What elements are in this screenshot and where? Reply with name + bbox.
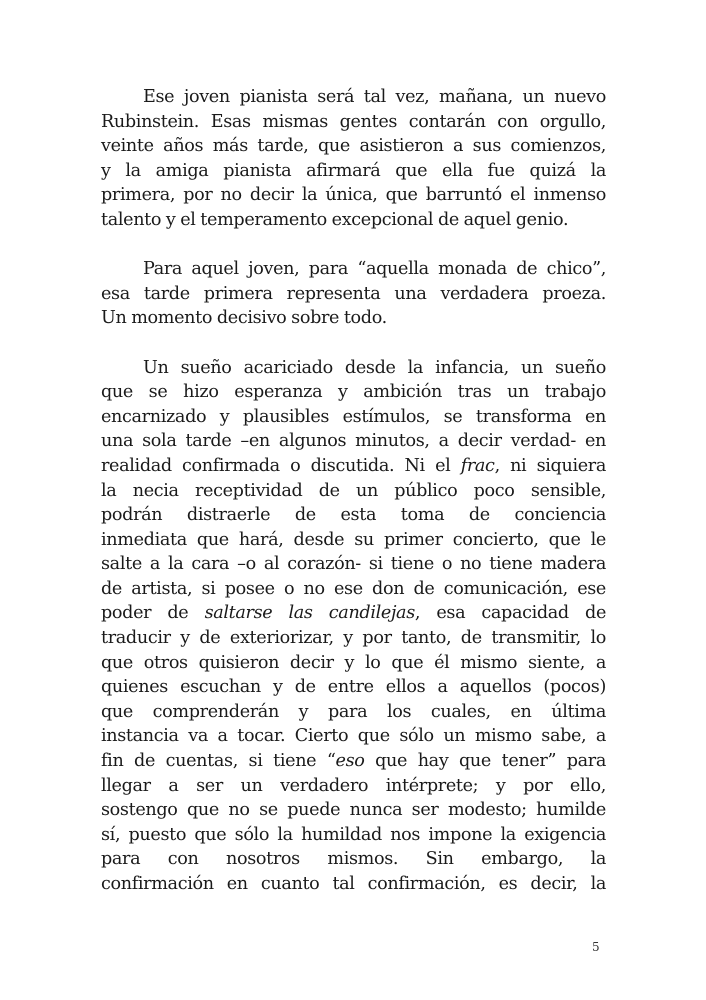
text-line bbox=[101, 601, 606, 626]
text-run: Ese joven pianista será tal vez, mañana, un nuevo bbox=[143, 87, 606, 107]
text-line bbox=[101, 577, 606, 602]
text-line bbox=[101, 651, 606, 676]
text-run: traducir y de exteriorizar, y por tanto, de transmitir, lo bbox=[101, 628, 606, 649]
text-line bbox=[101, 552, 606, 577]
text-line bbox=[101, 159, 606, 184]
text-run: Un sueño acariciado desde la infancia, un sueño bbox=[143, 357, 606, 378]
text-run: salte a la cara –o al corazón- si tiene o no tiene madera bbox=[101, 554, 606, 575]
text-run: inmediata que hará, desde su primer concierto, que le bbox=[101, 529, 606, 550]
text-line bbox=[101, 208, 606, 233]
text-run: encarnizado y plausibles estímulos, se transforma en bbox=[101, 406, 606, 427]
text-line bbox=[101, 847, 606, 872]
paragraph bbox=[101, 356, 606, 897]
text-line bbox=[101, 626, 606, 651]
text-run: Para aquel joven, para “aquella monada de chico”, bbox=[143, 259, 606, 280]
text-run: Un momento decisivo sobre todo. bbox=[101, 308, 387, 329]
text-line bbox=[101, 257, 606, 282]
text-run: , esa capacidad de bbox=[414, 603, 607, 624]
text-run: Rubinstein. Esas mismas gentes contarán con orgullo, bbox=[101, 111, 606, 132]
text-run: que hay que tener” para bbox=[364, 751, 606, 772]
text-line bbox=[101, 380, 606, 405]
italic-text: eso bbox=[335, 751, 365, 772]
text-run: veinte años más tarde, que asistieron a sus comienzos, bbox=[101, 136, 606, 157]
text-run: fin de cuentas, si tiene “ bbox=[101, 751, 336, 772]
text-run: podrán distraerle de esta toma de conciencia bbox=[101, 505, 606, 526]
text-line bbox=[101, 429, 606, 454]
text-run: sostengo que no se puede nunca ser modesto; humilde bbox=[101, 800, 606, 821]
text-line bbox=[101, 110, 606, 135]
paragraph bbox=[101, 257, 606, 331]
paragraph bbox=[101, 85, 606, 233]
text-run: sí, puesto que sólo la humildad nos impone la exigencia bbox=[101, 824, 606, 845]
page-number: 5 bbox=[592, 940, 600, 954]
text-run: quienes escuchan y de entre ellos a aquellos (pocos) bbox=[101, 677, 606, 698]
text-line bbox=[101, 306, 606, 331]
text-run: poder de bbox=[101, 603, 205, 624]
text-line bbox=[101, 823, 606, 848]
text-line bbox=[101, 405, 606, 430]
text-line bbox=[101, 282, 606, 307]
text-run: para con nosotros mismos. Sin embargo, la bbox=[101, 849, 606, 870]
text-run: realidad confirmada o discutida. Ni el bbox=[101, 455, 461, 476]
text-run: llegar a ser un verdadero intérprete; y por ello, bbox=[101, 775, 606, 796]
text-line bbox=[101, 528, 606, 553]
text-run: , ni siquiera bbox=[494, 455, 606, 476]
text-run: una sola tarde –en algunos minutos, a decir verdad- en bbox=[101, 431, 606, 452]
text-run: primera, por no decir la única, que barruntó el inmenso bbox=[101, 185, 606, 206]
text-run: esa tarde primera representa una verdadera proeza. bbox=[101, 283, 606, 304]
text-run: la necia receptividad de un público poco sensible, bbox=[101, 480, 606, 501]
paragraph-gap bbox=[101, 331, 606, 356]
text-line bbox=[101, 85, 606, 110]
text-line bbox=[101, 798, 606, 823]
text-run: talento y el temperamento excepcional de aquel genio. bbox=[101, 209, 569, 230]
italic-text: saltarse las candilejas bbox=[204, 603, 415, 624]
text-line bbox=[101, 183, 606, 208]
text-line bbox=[101, 675, 606, 700]
text-line bbox=[101, 700, 606, 725]
italic-text: frac bbox=[460, 455, 495, 476]
text-line bbox=[101, 774, 606, 799]
text-line bbox=[101, 872, 606, 897]
text-line bbox=[101, 724, 606, 749]
text-line bbox=[101, 134, 606, 159]
text-run: que comprenderán y para los cuales, en última bbox=[101, 701, 606, 722]
text-run: que se hizo esperanza y ambición tras un trabajo bbox=[101, 382, 606, 403]
text-run: que otros quisieron decir y lo que él mismo siente, a bbox=[101, 652, 606, 673]
paragraph-gap bbox=[101, 233, 606, 258]
document-page bbox=[101, 85, 606, 897]
text-line bbox=[101, 503, 606, 528]
text-run: confirmación en cuanto tal confirmación, es decir, la bbox=[101, 874, 606, 894]
text-line bbox=[101, 749, 606, 774]
text-line bbox=[101, 454, 606, 479]
text-run: y la amiga pianista afirmará que ella fue quizá la bbox=[101, 160, 606, 181]
text-line bbox=[101, 356, 606, 381]
text-run: de artista, si posee o no ese don de comunicación, ese bbox=[101, 578, 606, 599]
text-run: instancia va a tocar. Cierto que sólo un mismo sabe, a bbox=[101, 726, 606, 747]
text-line bbox=[101, 479, 606, 504]
